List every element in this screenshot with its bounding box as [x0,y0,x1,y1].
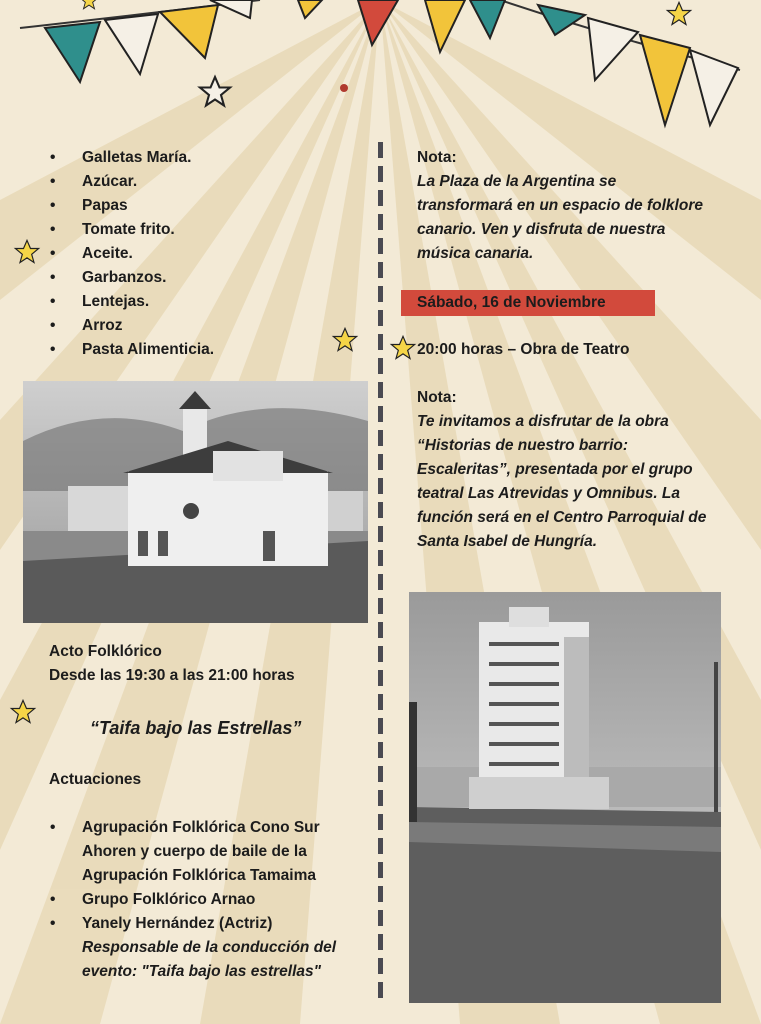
actuaciones-heading: Actuaciones [49,771,142,788]
shopping-list [50,146,370,362]
star-icon [664,0,694,28]
nota-line: Te invitamos a disfrutar de la obra [417,413,669,430]
nota-line: “Historias de nuestro barrio: [417,437,629,454]
responsable-line: evento: "Taifa bajo las estrellas" [82,963,321,980]
acto-time: Desde las 19:30 a las 21:00 horas [49,667,295,684]
nota-line: Santa Isabel de Hungría. [417,533,598,550]
pennant-bunting [0,0,761,130]
list-item: • Agrupación Folklórica Cono Sur Ahoren y cuerpo de baile de la Agrupación Folklórica Tamaima [50,816,370,888]
nota-plaza [417,146,737,266]
list-item: • Galletas María. [50,146,370,170]
nota-line: Escaleritas”, presentada por el grupo [417,461,693,478]
nota-line: La Plaza de la Argentina se [417,173,617,190]
actuaciones-section [49,768,369,792]
star-icon [388,334,418,362]
column-divider [378,142,383,1002]
nota-line: música canaria. [417,245,534,262]
responsable-line: Responsable de la conducción del [82,939,337,956]
list-item: • Tomate frito. [50,218,370,242]
list-item: • Papas [50,194,370,218]
star-icon [78,0,100,12]
acto-title: Acto Folklórico [49,643,162,660]
nota-line: transformará en un espacio de folklore [417,197,703,214]
list-item: • Arroz [50,314,370,338]
church-photo [23,381,368,623]
list-item: • Azúcar. [50,170,370,194]
list-item: • Pasta Alimenticia. [50,338,370,362]
list-item: • Aceite. [50,242,370,266]
actuaciones-list [50,816,370,984]
nota-teatro [417,386,747,554]
event-time [417,338,737,362]
event-label: 20:00 horas – Obra de Teatro [417,341,630,358]
star-icon [8,698,38,726]
nota-line: canario. Ven y disfruta de nuestra [417,221,666,238]
tower-building-photo [409,592,721,1003]
list-item: • Grupo Folklórico Arnao [50,888,370,912]
star-icon [12,238,42,266]
nota-label: Nota: [417,149,457,166]
list-item: • Garbanzos. [50,266,370,290]
nota-label: Nota: [417,389,457,406]
nota-line: función será en el Centro Parroquial de [417,509,707,526]
acto-quote: “Taifa bajo las Estrellas” [90,718,302,738]
nota-line: teatral Las Atrevidas y Omnibus. La [417,485,681,502]
star-outline-icon [196,74,234,110]
list-item: • Lentejas. [50,290,370,314]
acto-section [49,640,369,688]
date-banner: Sábado, 16 de Noviembre [401,290,655,316]
list-item: • Yanely Hernández (Actriz) [50,912,370,936]
